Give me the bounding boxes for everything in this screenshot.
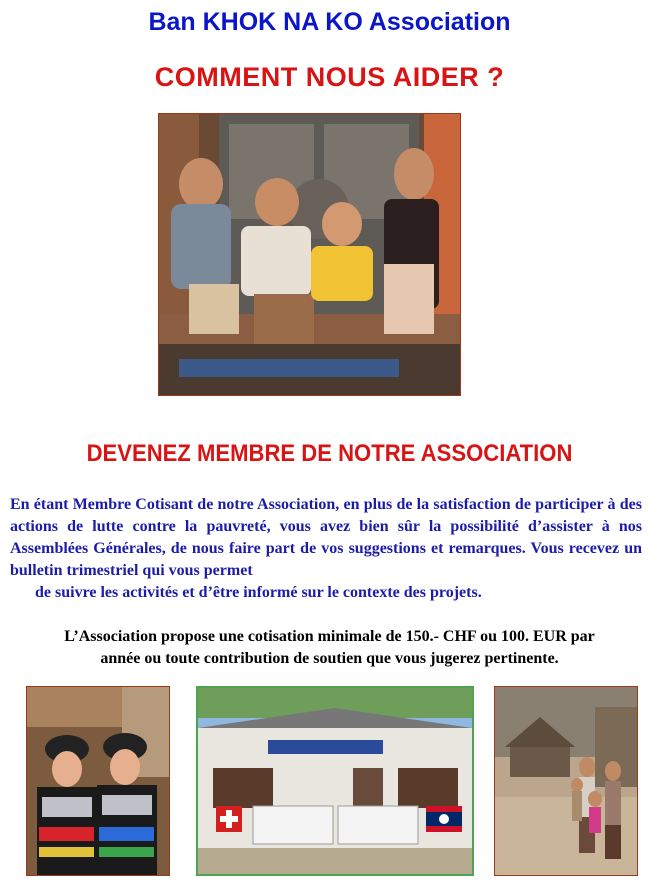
- hero-photo-children: [158, 113, 461, 396]
- organization-title: Ban KHOK NA KO Association: [148, 8, 511, 36]
- contribution-offer-line1: L’Association propose une cotisation minimale de 150.- CHF ou 100. EUR par: [64, 628, 595, 645]
- page-title: COMMENT NOUS AIDER ?: [154, 62, 505, 92]
- membership-paragraph-main: En étant Membre Cotisant de notre Association, en plus de la satisfaction de participer à des actions de lutte contre la pauvreté, vous avez bien sûr la possibilité d’assister à nos Assemblées Générales, de nous faire part de vos suggestions et remarques. Vous recevez un bulletin trimestriel qui vous permet: [10, 496, 642, 579]
- membership-heading: DEVENEZ MEMBRE DE NOTRE ASSOCIATION: [86, 440, 573, 467]
- contribution-offer-line2: année ou toute contribution de soutien que vous jugerez pertinente.: [100, 650, 559, 667]
- membership-paragraph: [10, 494, 642, 604]
- photo-school-banners: [196, 686, 474, 876]
- membership-paragraph-end: de suivre les activités et d’être informé sur le contexte des projets.: [35, 584, 482, 601]
- contribution-offer: [0, 626, 659, 670]
- photo-traditional-dress: [26, 686, 170, 876]
- photo-village-children: [494, 686, 638, 876]
